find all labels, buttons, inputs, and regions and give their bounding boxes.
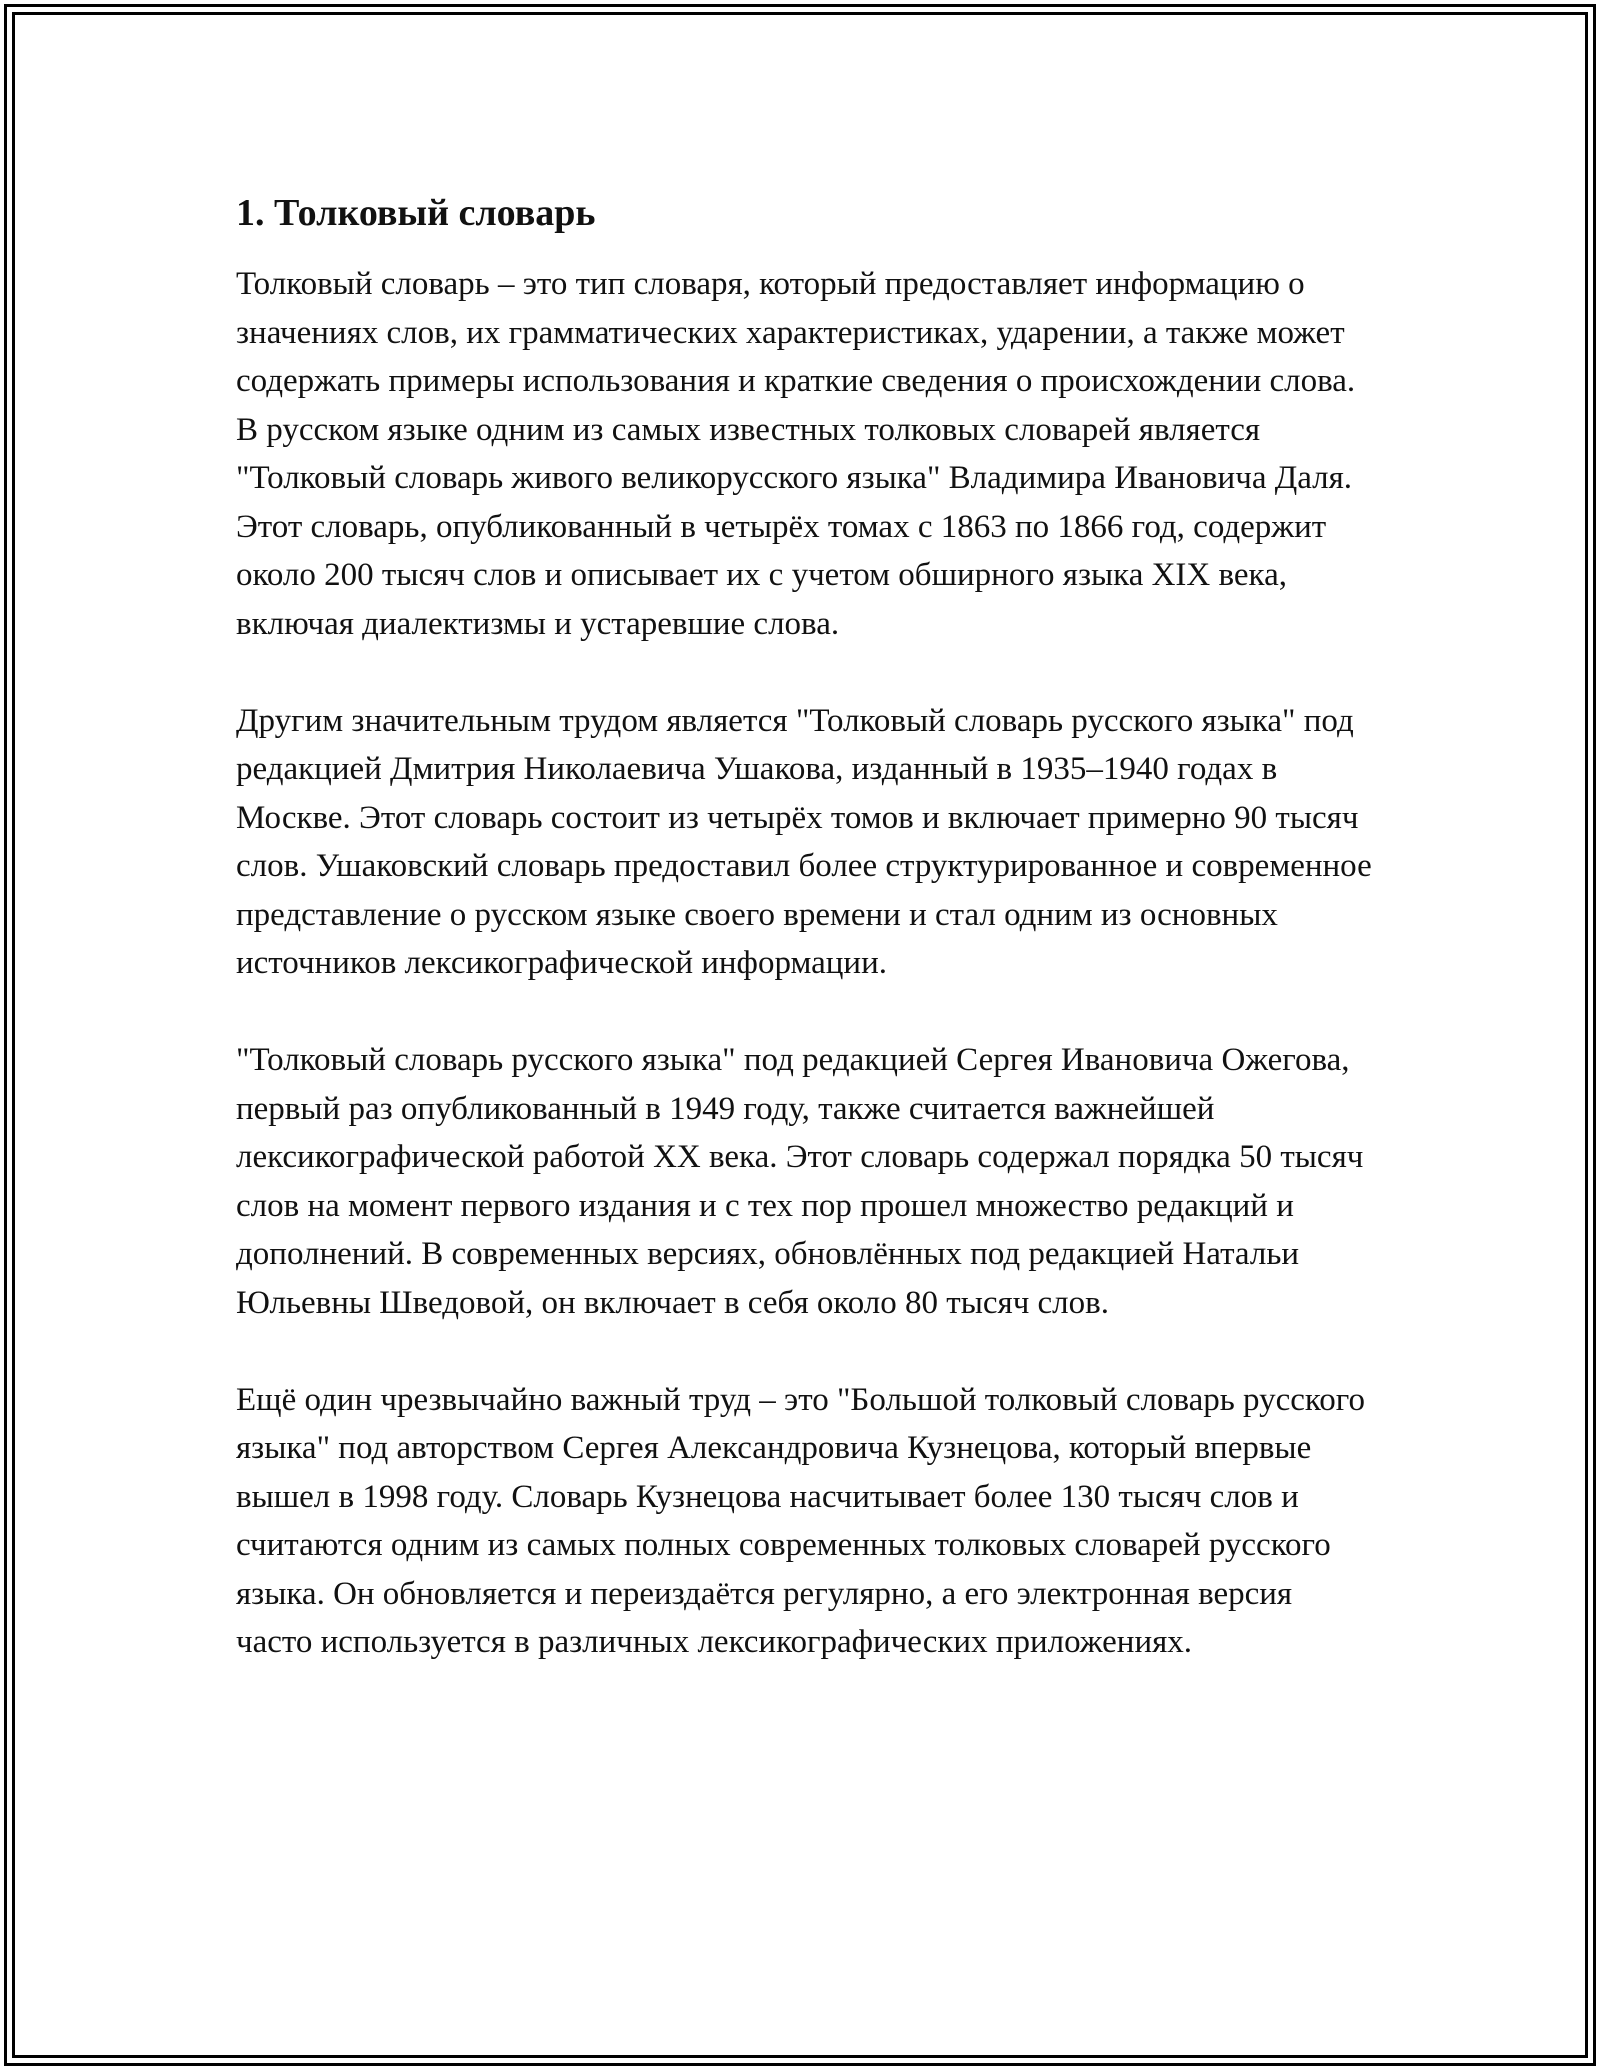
paragraph-2: Другим значительным трудом является "Толковый словарь русского языка" под редакцией Дмитрия Николаевича Ушакова, изданный в 1935–1940 годах в Москве. Этот словарь состоит из четырёх томов и включает примерно 90 тысяч слов. Ушаковский словарь предоставил более структурированное и современное представление о русском языке своего времени и стал одним из основных источников лексикографической информации. (236, 702, 1372, 981)
document-body (236, 188, 1376, 1667)
paragraph-3: "Толковый словарь русского языка" под редакцией Сергея Ивановича Ожегова, первый раз опубликованный в 1949 году, также считается важнейшей лексикографической работой XX века. Этот словарь содержал порядка 50 тысяч слов на момент первого издания и с тех пор прошел множество редакций и дополнений. В современных версиях, обновлённых под редакцией Натальи Юльевны Шведовой, он включает в себя около 80 тысяч слов. (236, 1042, 1364, 1321)
section-title: 1. Толковый словарь (236, 192, 596, 234)
paragraph-4: Ещё один чрезвычайно важный труд – это "Большой толковый словарь русского языка" под авторством Сергея Александровича Кузнецова, который впервые вышел в 1998 году. Словарь Кузнецова насчитывает более 130 тысяч слов и считаются одним из самых полных современных толковых словарей русского языка. Он обновляется и переиздаётся регулярно, а его электронная версия часто используется в различных лексикографических приложениях. (236, 1381, 1365, 1660)
paragraph-1: Толковый словарь – это тип словаря, который предоставляет информацию о значениях слов, их грамматических характеристиках, ударении, а также может содержать примеры использования и краткие сведения о происхождении слова. В русском языке одним из самых известных толковых словарей является "Толковый словарь живого великорусского языка" Владимира Ивановича Даля. Этот словарь, опубликованный в четырёх томах с 1863 по 1866 год, содержит около 200 тысяч слов и описывает их с учетом обширного языка XIX века, включая диалектизмы и устаревшие слова. (236, 266, 1356, 642)
